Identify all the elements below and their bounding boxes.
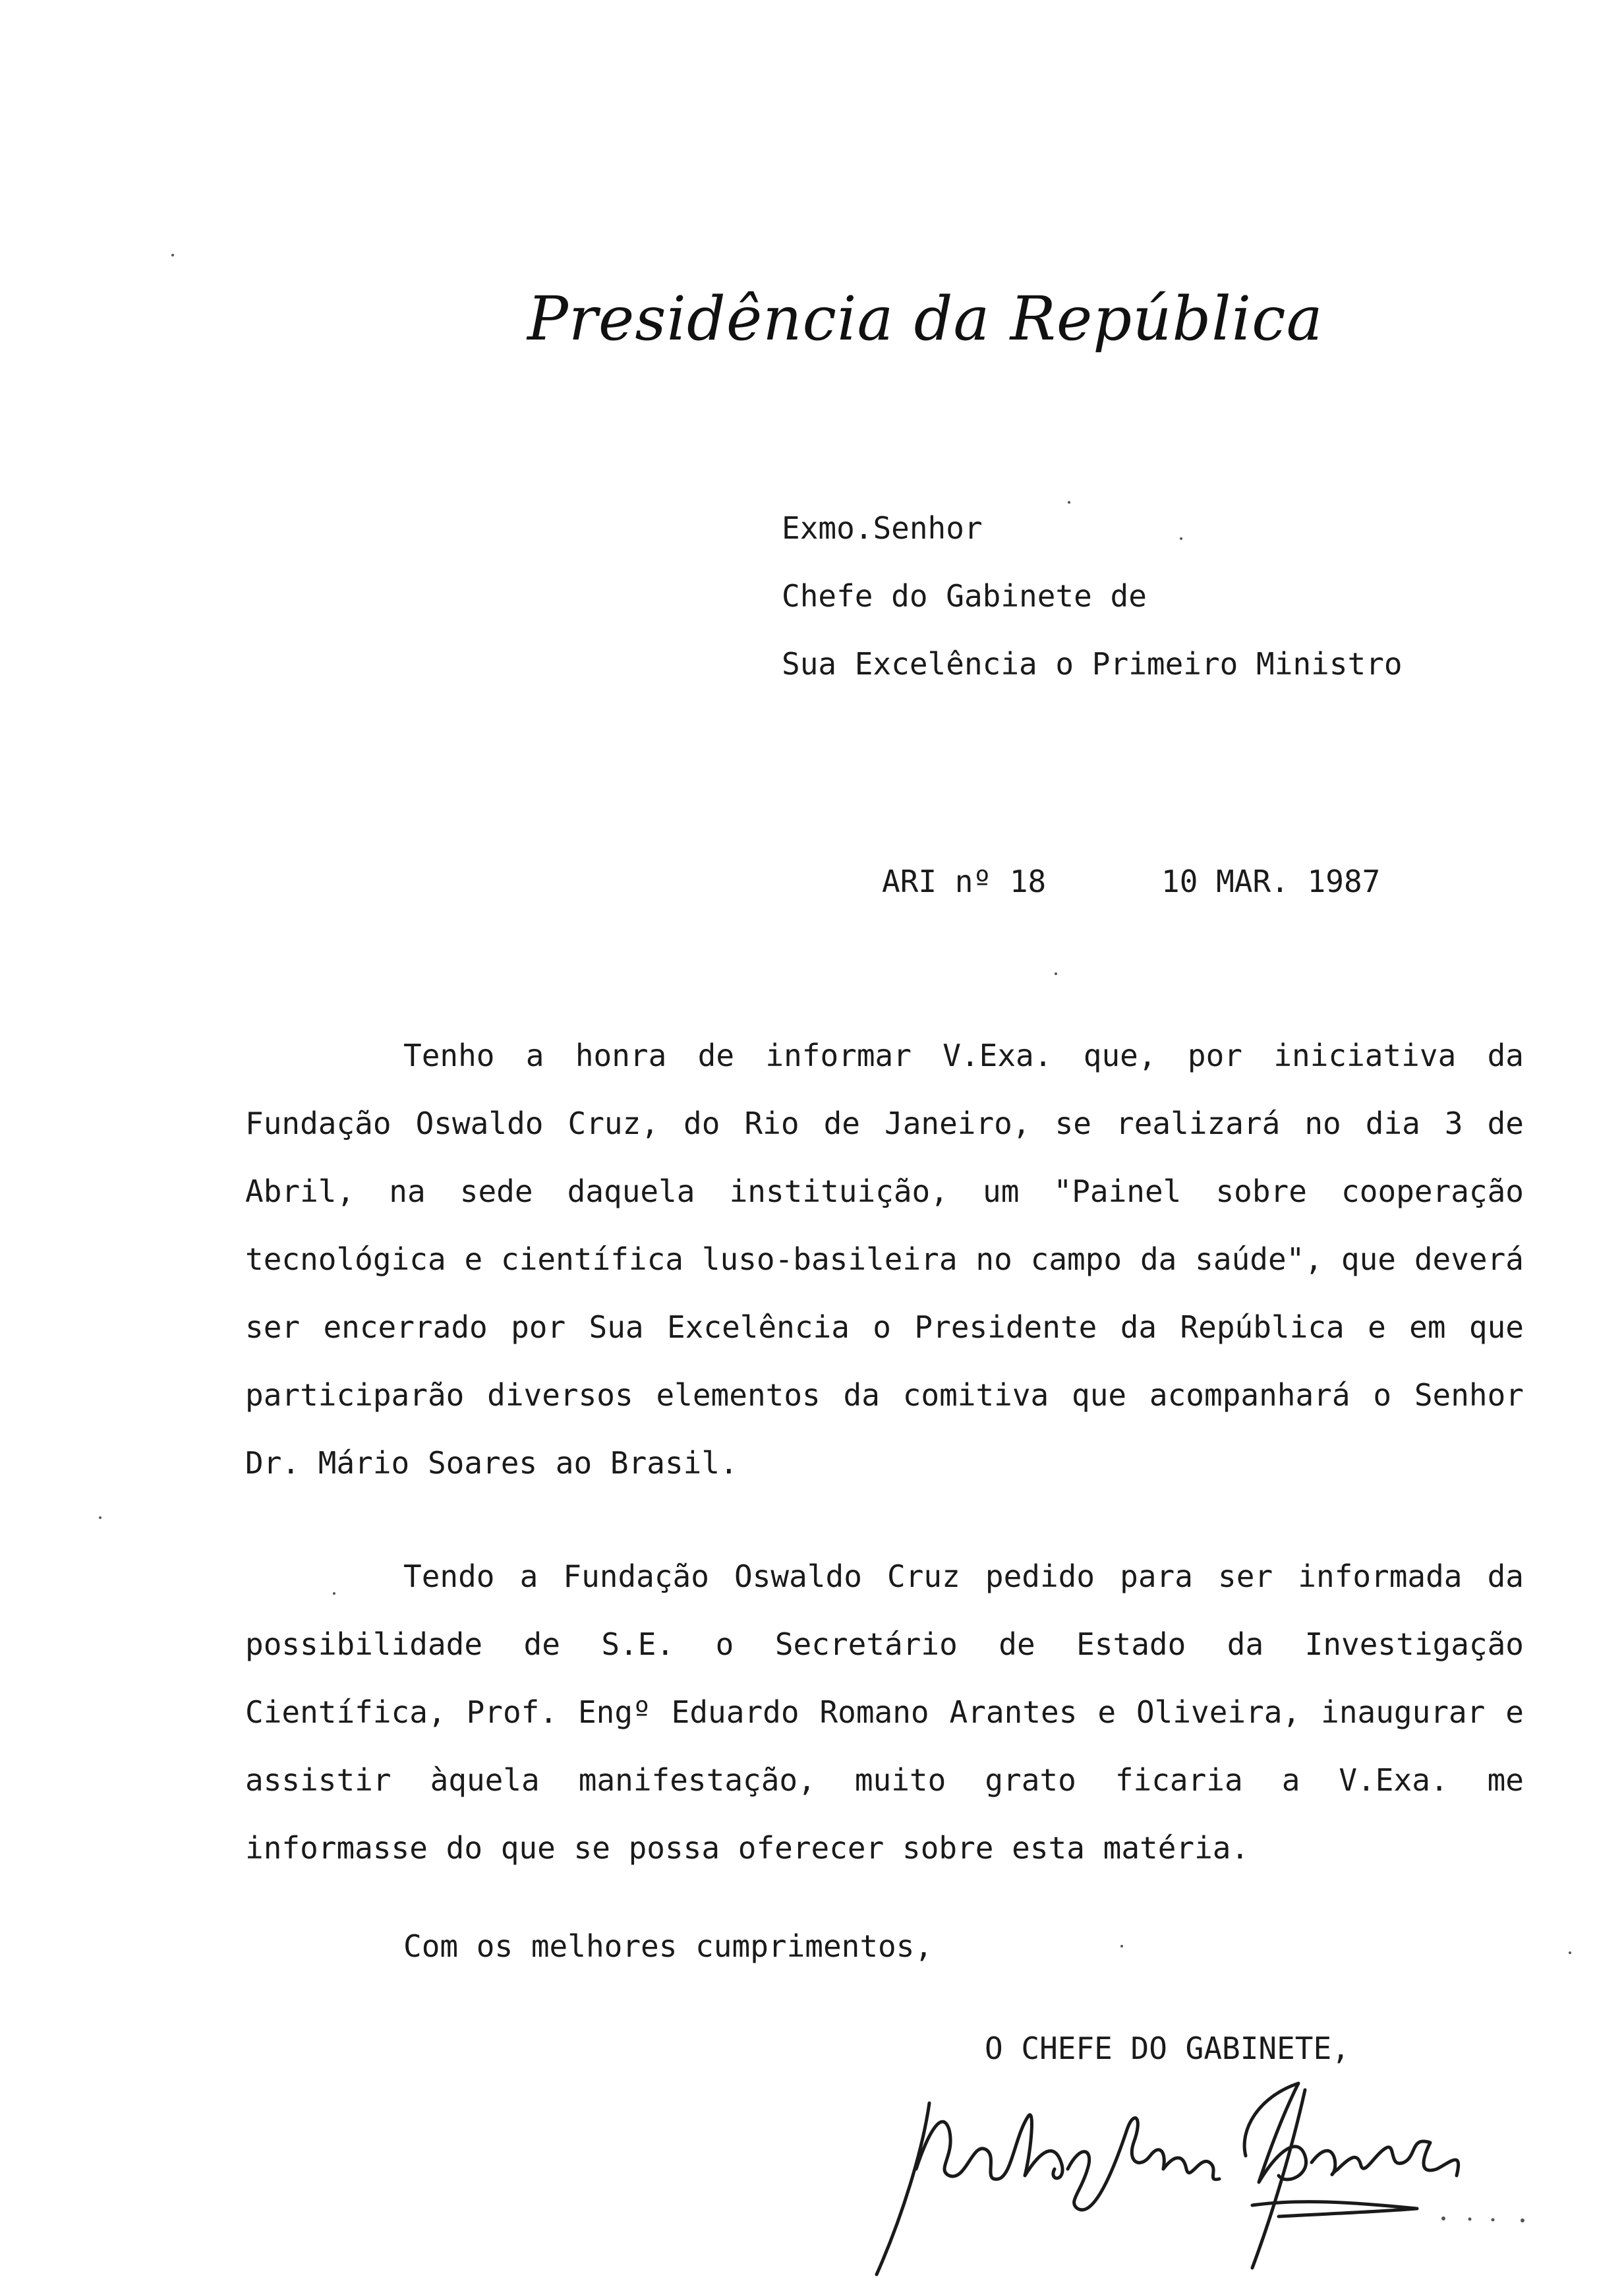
recipient-line: Exmo.Senhor xyxy=(782,510,983,546)
paragraph-text: Tenho a honra de informar V.Exa. que, por iniciativa da Fundação Oswaldo Cruz, do Rio de Janeiro, se realizará no dia 3 de Abril, na sede daquela instituição, um "Painel sobre cooperação tecnológica e científica luso-basileira no campo da saúde", que deverá ser encerrado por Sua Excelência o Presidente da República e em que participarão diversos elementos da comitiva que acompanhará o Senhor Dr. Mário Soares ao Brasil. xyxy=(245,1038,1524,1481)
body-paragraph-1 xyxy=(245,1022,1524,1497)
handwritten-signature xyxy=(850,2070,1549,2281)
body-paragraph-2 xyxy=(245,1543,1524,1882)
scan-speck xyxy=(99,1516,102,1519)
scan-speck xyxy=(171,254,174,256)
recipient-block xyxy=(782,494,1403,698)
recipient-line: Sua Excelência o Primeiro Ministro xyxy=(782,646,1403,682)
reference-date: 10 MAR. 1987 xyxy=(1161,864,1381,899)
scan-speck xyxy=(1180,537,1182,540)
scan-speck xyxy=(1120,1945,1123,1947)
recipient-line: Chefe do Gabinete de xyxy=(782,578,1147,614)
scan-speck xyxy=(1068,501,1070,504)
scan-speck xyxy=(1569,1951,1571,1954)
letterhead-title: Presidência da República xyxy=(527,283,1323,354)
closing-salutation: Com os melhores cumprimentos, xyxy=(403,1928,933,1964)
paragraph-text: Tendo a Fundação Oswaldo Cruz pedido para ser informada da possibilidade de S.E. o Secretário de Estado da Investigação Científica, Prof. Engº Eduardo Romano Arantes e Oliveira, inaugurar e assistir àquela manifestação, muito grato ficaria a V.Exa. me informasse do que se possa oferecer sobre esta matéria. xyxy=(245,1559,1524,1866)
reference-number: ARI nº 18 xyxy=(882,864,1047,899)
scan-speck xyxy=(1055,972,1057,975)
signatory-title: O CHEFE DO GABINETE, xyxy=(985,2031,1350,2066)
scan-speck xyxy=(333,1592,335,1595)
